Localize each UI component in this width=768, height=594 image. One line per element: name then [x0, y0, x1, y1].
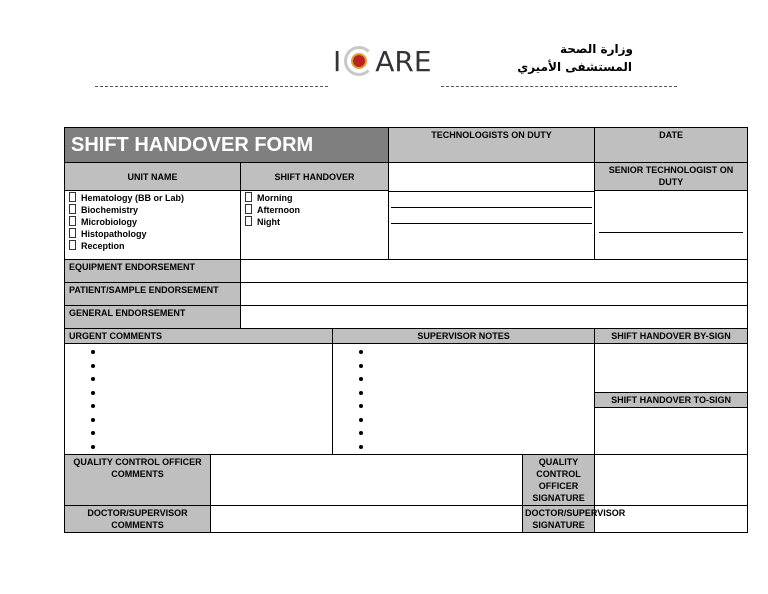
shift-options: [241, 191, 389, 260]
general-endorsement-field[interactable]: [241, 306, 748, 329]
header-divider-right: [441, 86, 677, 87]
supervisor-notes-header: SUPERVISOR NOTES: [333, 329, 595, 344]
equipment-endorsement-field[interactable]: [241, 260, 748, 283]
shift-checkbox[interactable]: Afternoon: [245, 204, 384, 216]
unit-name-header: UNIT NAME: [65, 163, 241, 191]
technologists-field[interactable]: [389, 163, 595, 260]
shift-checkbox[interactable]: Morning: [245, 192, 384, 204]
header-divider-left: [95, 86, 328, 87]
handover-by-sign-field[interactable]: [595, 344, 747, 393]
unit-checkbox[interactable]: Hematology (BB or Lab): [69, 192, 236, 204]
handover-to-sign-header: SHIFT HANDOVER TO-SIGN: [595, 393, 747, 408]
shift-handover-form: [64, 127, 748, 533]
unit-name-options: [65, 191, 241, 260]
unit-checkbox[interactable]: Reception: [69, 240, 236, 252]
hospital-name: المستشفى الأميري: [517, 60, 632, 74]
senior-technologist-header: SENIOR TECHNOLOGIST ON DUTY: [595, 163, 748, 191]
logo-letter-i: I: [333, 44, 342, 78]
qc-officer-comments-field[interactable]: [211, 455, 523, 506]
form-title: SHIFT HANDOVER FORM: [65, 128, 389, 163]
handover-by-sign-header: SHIFT HANDOVER BY-SIGN: [595, 329, 748, 344]
date-header: DATE: [595, 128, 748, 163]
shift-checkbox[interactable]: Night: [245, 216, 384, 228]
unit-checkbox[interactable]: Biochemistry: [69, 204, 236, 216]
patient-sample-endorsement-label: PATIENT/SAMPLE ENDORSEMENT: [65, 283, 241, 306]
qc-officer-comments-label: QUALITY CONTROL OFFICER COMMENTS: [65, 455, 211, 506]
qc-officer-signature-field[interactable]: [595, 455, 748, 506]
unit-checkbox[interactable]: Histopathology: [69, 228, 236, 240]
logo-emblem-icon: [344, 46, 374, 76]
general-endorsement-label: GENERAL ENDORSEMENT: [65, 306, 241, 329]
logo-text: ARE: [375, 44, 432, 78]
doctor-supervisor-comments-field[interactable]: [211, 506, 523, 533]
qc-officer-signature-label: QUALITY CONTROL OFFICER SIGNATURE: [523, 455, 595, 506]
patient-sample-endorsement-field[interactable]: [241, 283, 748, 306]
handover-sign-area: [595, 344, 748, 455]
handover-to-sign-field[interactable]: [595, 408, 747, 454]
icare-logo: [333, 38, 439, 84]
shift-handover-header: SHIFT HANDOVER: [241, 163, 389, 191]
urgent-comments-header: URGENT COMMENTS: [65, 329, 333, 344]
ministry-name: وزارة الصحة: [559, 42, 633, 56]
equipment-endorsement-label: EQUIPMENT ENDORSEMENT: [65, 260, 241, 283]
unit-checkbox[interactable]: Microbiology: [69, 216, 236, 228]
doctor-supervisor-comments-label: DOCTOR/SUPERVISOR COMMENTS: [65, 506, 211, 533]
supervisor-notes-field[interactable]: [333, 344, 595, 455]
technologists-on-duty-header: TECHNOLOGISTS ON DUTY: [389, 128, 595, 163]
senior-technologist-field[interactable]: [595, 191, 748, 260]
urgent-comments-field[interactable]: [65, 344, 333, 455]
doctor-supervisor-signature-label: DOCTOR/SUPERVISOR SIGNATURE: [523, 506, 595, 533]
